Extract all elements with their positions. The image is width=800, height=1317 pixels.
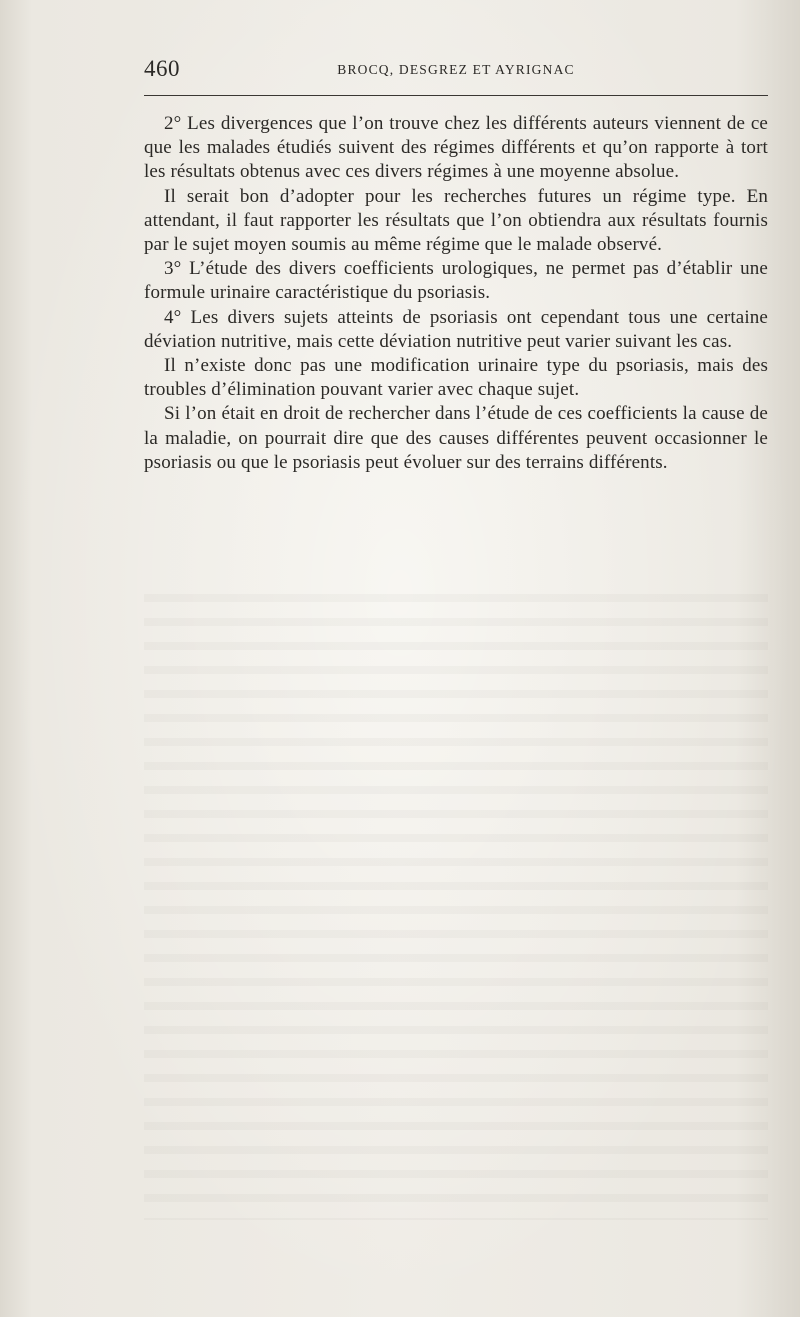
paragraph-regime-type: Il serait bon d’adopter pour les recherches futures un régime type. En attendant, il faut rapporter les résultats que l’on obtiendra aux résultats fournis par le sujet moyen soumis au même régime que le malade observé. <box>144 185 768 256</box>
paragraph-conclusion-4: 4° Les divers sujets atteints de psoriasis ont cependant tous une certaine déviation nutritive, mais cette déviation nutritive peut varier suivant les cas. <box>144 306 768 352</box>
page-number: 460 <box>144 56 180 81</box>
paragraph-conclusion-2: 2° Les divergences que l’on trouve chez les différents auteurs viennent de ce que les malades étudiés suivent des régimes différents et qu’on rapporte à tort les résultats obtenus avec ces divers régimes à une moyenne absolue. <box>144 113 768 183</box>
paragraph-conclusion-3: 3° L’étude des divers coefficients urologiques, ne permet pas d’établir une formule urinaire caractéristique du psoriasis. <box>144 258 768 304</box>
paragraph-no-urinary-type: Il n’existe donc pas une modification urinaire type du psoriasis, mais des troubles d’élimination pouvant varier avec chaque sujet. <box>144 355 768 401</box>
show-through-texture <box>144 580 768 1220</box>
header-rule <box>144 95 768 96</box>
page-header <box>144 56 768 86</box>
body-text <box>144 112 768 475</box>
paragraph-final: Si l’on était en droit de rechercher dans l’étude de ces coefficients la cause de la maladie, on pourrait dire que des causes différentes peuvent occasionner le psoriasis ou que le psoriasis peut évoluer sur des terrains différents. <box>144 403 768 473</box>
running-head: BROCQ, DESGREZ ET AYRIGNAC <box>337 62 575 77</box>
